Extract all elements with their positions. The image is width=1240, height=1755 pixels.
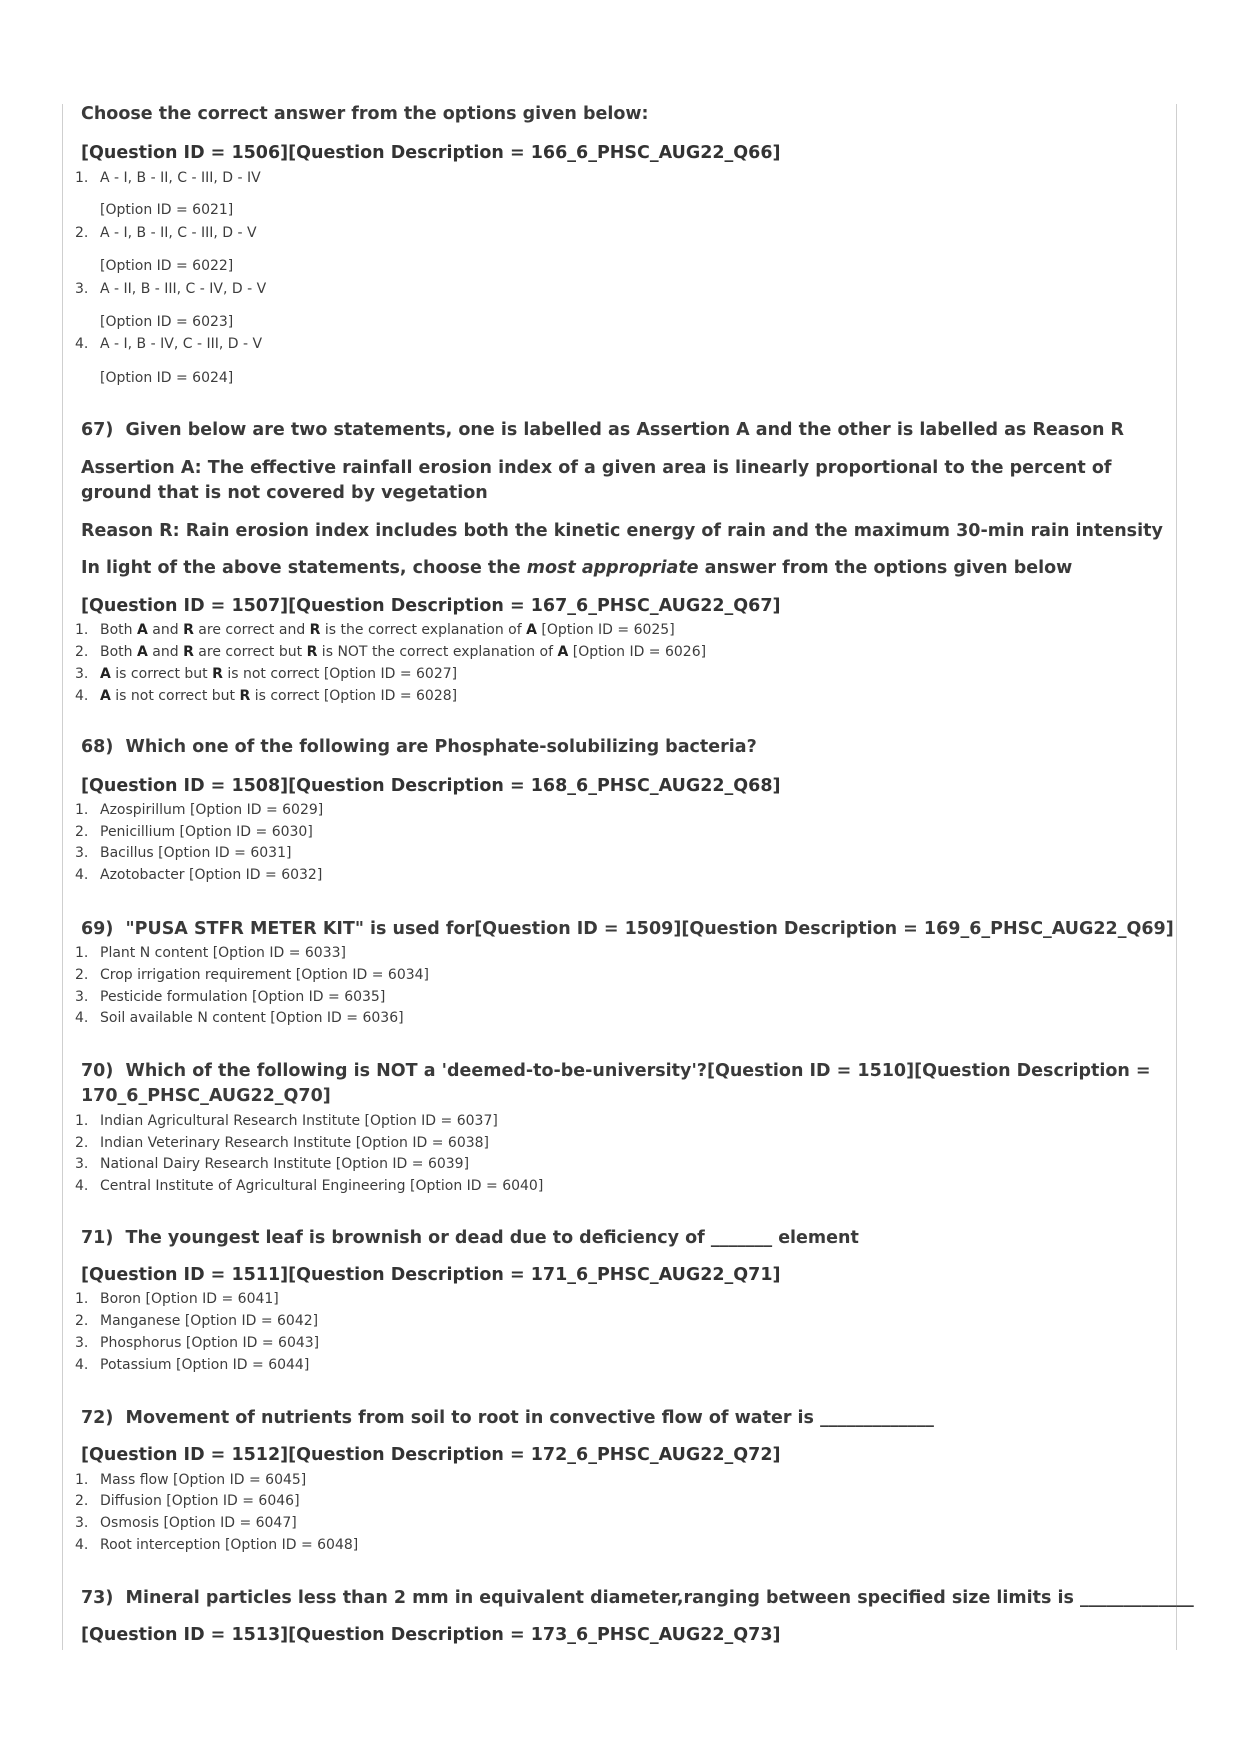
- q67-reason: Reason R: Rain erosion index includes both the kinetic energy of rain and the maximum 30-min rain intensity: [81, 521, 1163, 541]
- q67-option-1: 1. Both A and R are correct and R is the correct explanation of A [Option ID = 6025]: [75, 622, 675, 638]
- q71-option-2: 2. Manganese [Option ID = 6042]: [75, 1313, 319, 1329]
- q66-option-3-id: [Option ID = 6023]: [100, 314, 234, 330]
- q73-heading: 73) Mineral particles less than 2 mm in equivalent diameter,ranging between specified size limits is _____________: [81, 1588, 1194, 1608]
- q67-option-4: 4. A is not correct but R is correct [Option ID = 6028]: [75, 688, 458, 704]
- q69-heading: 69) "PUSA STFR METER KIT" is used for[Question ID = 1509][Question Description = 169_6_PHSC_AUG22_Q69]: [81, 919, 1174, 939]
- q70-option-4: 4. Central Institute of Agricultural Engineering [Option ID = 6040]: [75, 1178, 544, 1194]
- q69-option-2: 2. Crop irrigation requirement [Option ID = 6034]: [75, 967, 430, 983]
- q71-option-1: 1. Boron [Option ID = 6041]: [75, 1291, 279, 1307]
- q72-question-id: [Question ID = 1512][Question Description = 172_6_PHSC_AUG22_Q72]: [81, 1445, 781, 1465]
- q71-option-3: 3. Phosphorus [Option ID = 6043]: [75, 1335, 320, 1351]
- q70-option-1: 1. Indian Agricultural Research Institute [Option ID = 6037]: [75, 1113, 498, 1129]
- q70-heading-cont: 170_6_PHSC_AUG22_Q70]: [81, 1086, 331, 1106]
- q68-option-2: 2. Penicillium [Option ID = 6030]: [75, 824, 313, 840]
- q72-option-3: 3. Osmosis [Option ID = 6047]: [75, 1515, 297, 1531]
- q66-question-id: [Question ID = 1506][Question Description = 166_6_PHSC_AUG22_Q66]: [81, 143, 781, 163]
- q68-question-id: [Question ID = 1508][Question Description = 168_6_PHSC_AUG22_Q68]: [81, 776, 781, 796]
- q69-option-1: 1. Plant N content [Option ID = 6033]: [75, 945, 346, 961]
- q67-option-2: 2. Both A and R are correct but R is NOT the correct explanation of A [Option ID = 6026]: [75, 644, 707, 660]
- q72-option-4: 4. Root interception [Option ID = 6048]: [75, 1537, 359, 1553]
- q67-question-id: [Question ID = 1507][Question Description = 167_6_PHSC_AUG22_Q67]: [81, 596, 781, 616]
- q66-option-4: 4. A - I, B - IV, C - III, D - V: [75, 336, 263, 352]
- q66-option-1: 1. A - I, B - II, C - III, D - IV: [75, 170, 261, 186]
- q72-heading: 72) Movement of nutrients from soil to root in convective flow of water is _____________: [81, 1408, 934, 1428]
- q69-option-4: 4. Soil available N content [Option ID = 6036]: [75, 1010, 404, 1026]
- q71-question-id: [Question ID = 1511][Question Description = 171_6_PHSC_AUG22_Q71]: [81, 1265, 781, 1285]
- q66-option-2-id: [Option ID = 6022]: [100, 258, 234, 274]
- q70-option-3: 3. National Dairy Research Institute [Option ID = 6039]: [75, 1156, 470, 1172]
- q67-option-3: 3. A is correct but R is not correct [Option ID = 6027]: [75, 666, 458, 682]
- q66-option-2: 2. A - I, B - II, C - III, D - V: [75, 225, 257, 241]
- q72-option-1: 1. Mass flow [Option ID = 6045]: [75, 1472, 307, 1488]
- q66-option-4-id: [Option ID = 6024]: [100, 370, 234, 386]
- q69-option-3: 3. Pesticide formulation [Option ID = 6035]: [75, 989, 386, 1005]
- q68-heading: 68) Which one of the following are Phosphate-solubilizing bacteria?: [81, 737, 757, 757]
- q68-option-3: 3. Bacillus [Option ID = 6031]: [75, 845, 292, 861]
- q68-option-4: 4. Azotobacter [Option ID = 6032]: [75, 867, 323, 883]
- q71-heading: 71) The youngest leaf is brownish or dead due to deficiency of _______ element: [81, 1228, 859, 1248]
- q72-option-2: 2. Diffusion [Option ID = 6046]: [75, 1493, 300, 1509]
- q71-option-4: 4. Potassium [Option ID = 6044]: [75, 1357, 310, 1373]
- q68-option-1: 1. Azospirillum [Option ID = 6029]: [75, 802, 324, 818]
- q70-heading: 70) Which of the following is NOT a 'deemed-to-be-university'?[Question ID = 1510][Question Description =: [81, 1061, 1151, 1081]
- q73-question-id: [Question ID = 1513][Question Description = 173_6_PHSC_AUG22_Q73]: [81, 1625, 781, 1645]
- q67-instruction: In light of the above statements, choose the most appropriate answer from the options given below: [81, 558, 1073, 578]
- q66-option-1-id: [Option ID = 6021]: [100, 202, 234, 218]
- q66-option-3: 3. A - II, B - III, C - IV, D - V: [75, 281, 267, 297]
- q67-assertion: Assertion A: The effective rainfall erosion index of a given area is linearly proportional to the percent of ground that is not covered by vegetation: [81, 458, 1112, 503]
- q66-instruction: Choose the correct answer from the options given below:: [81, 104, 649, 124]
- q67-heading: 67) Given below are two statements, one is labelled as Assertion A and the other is labelled as Reason R: [81, 420, 1125, 440]
- q70-option-2: 2. Indian Veterinary Research Institute [Option ID = 6038]: [75, 1135, 489, 1151]
